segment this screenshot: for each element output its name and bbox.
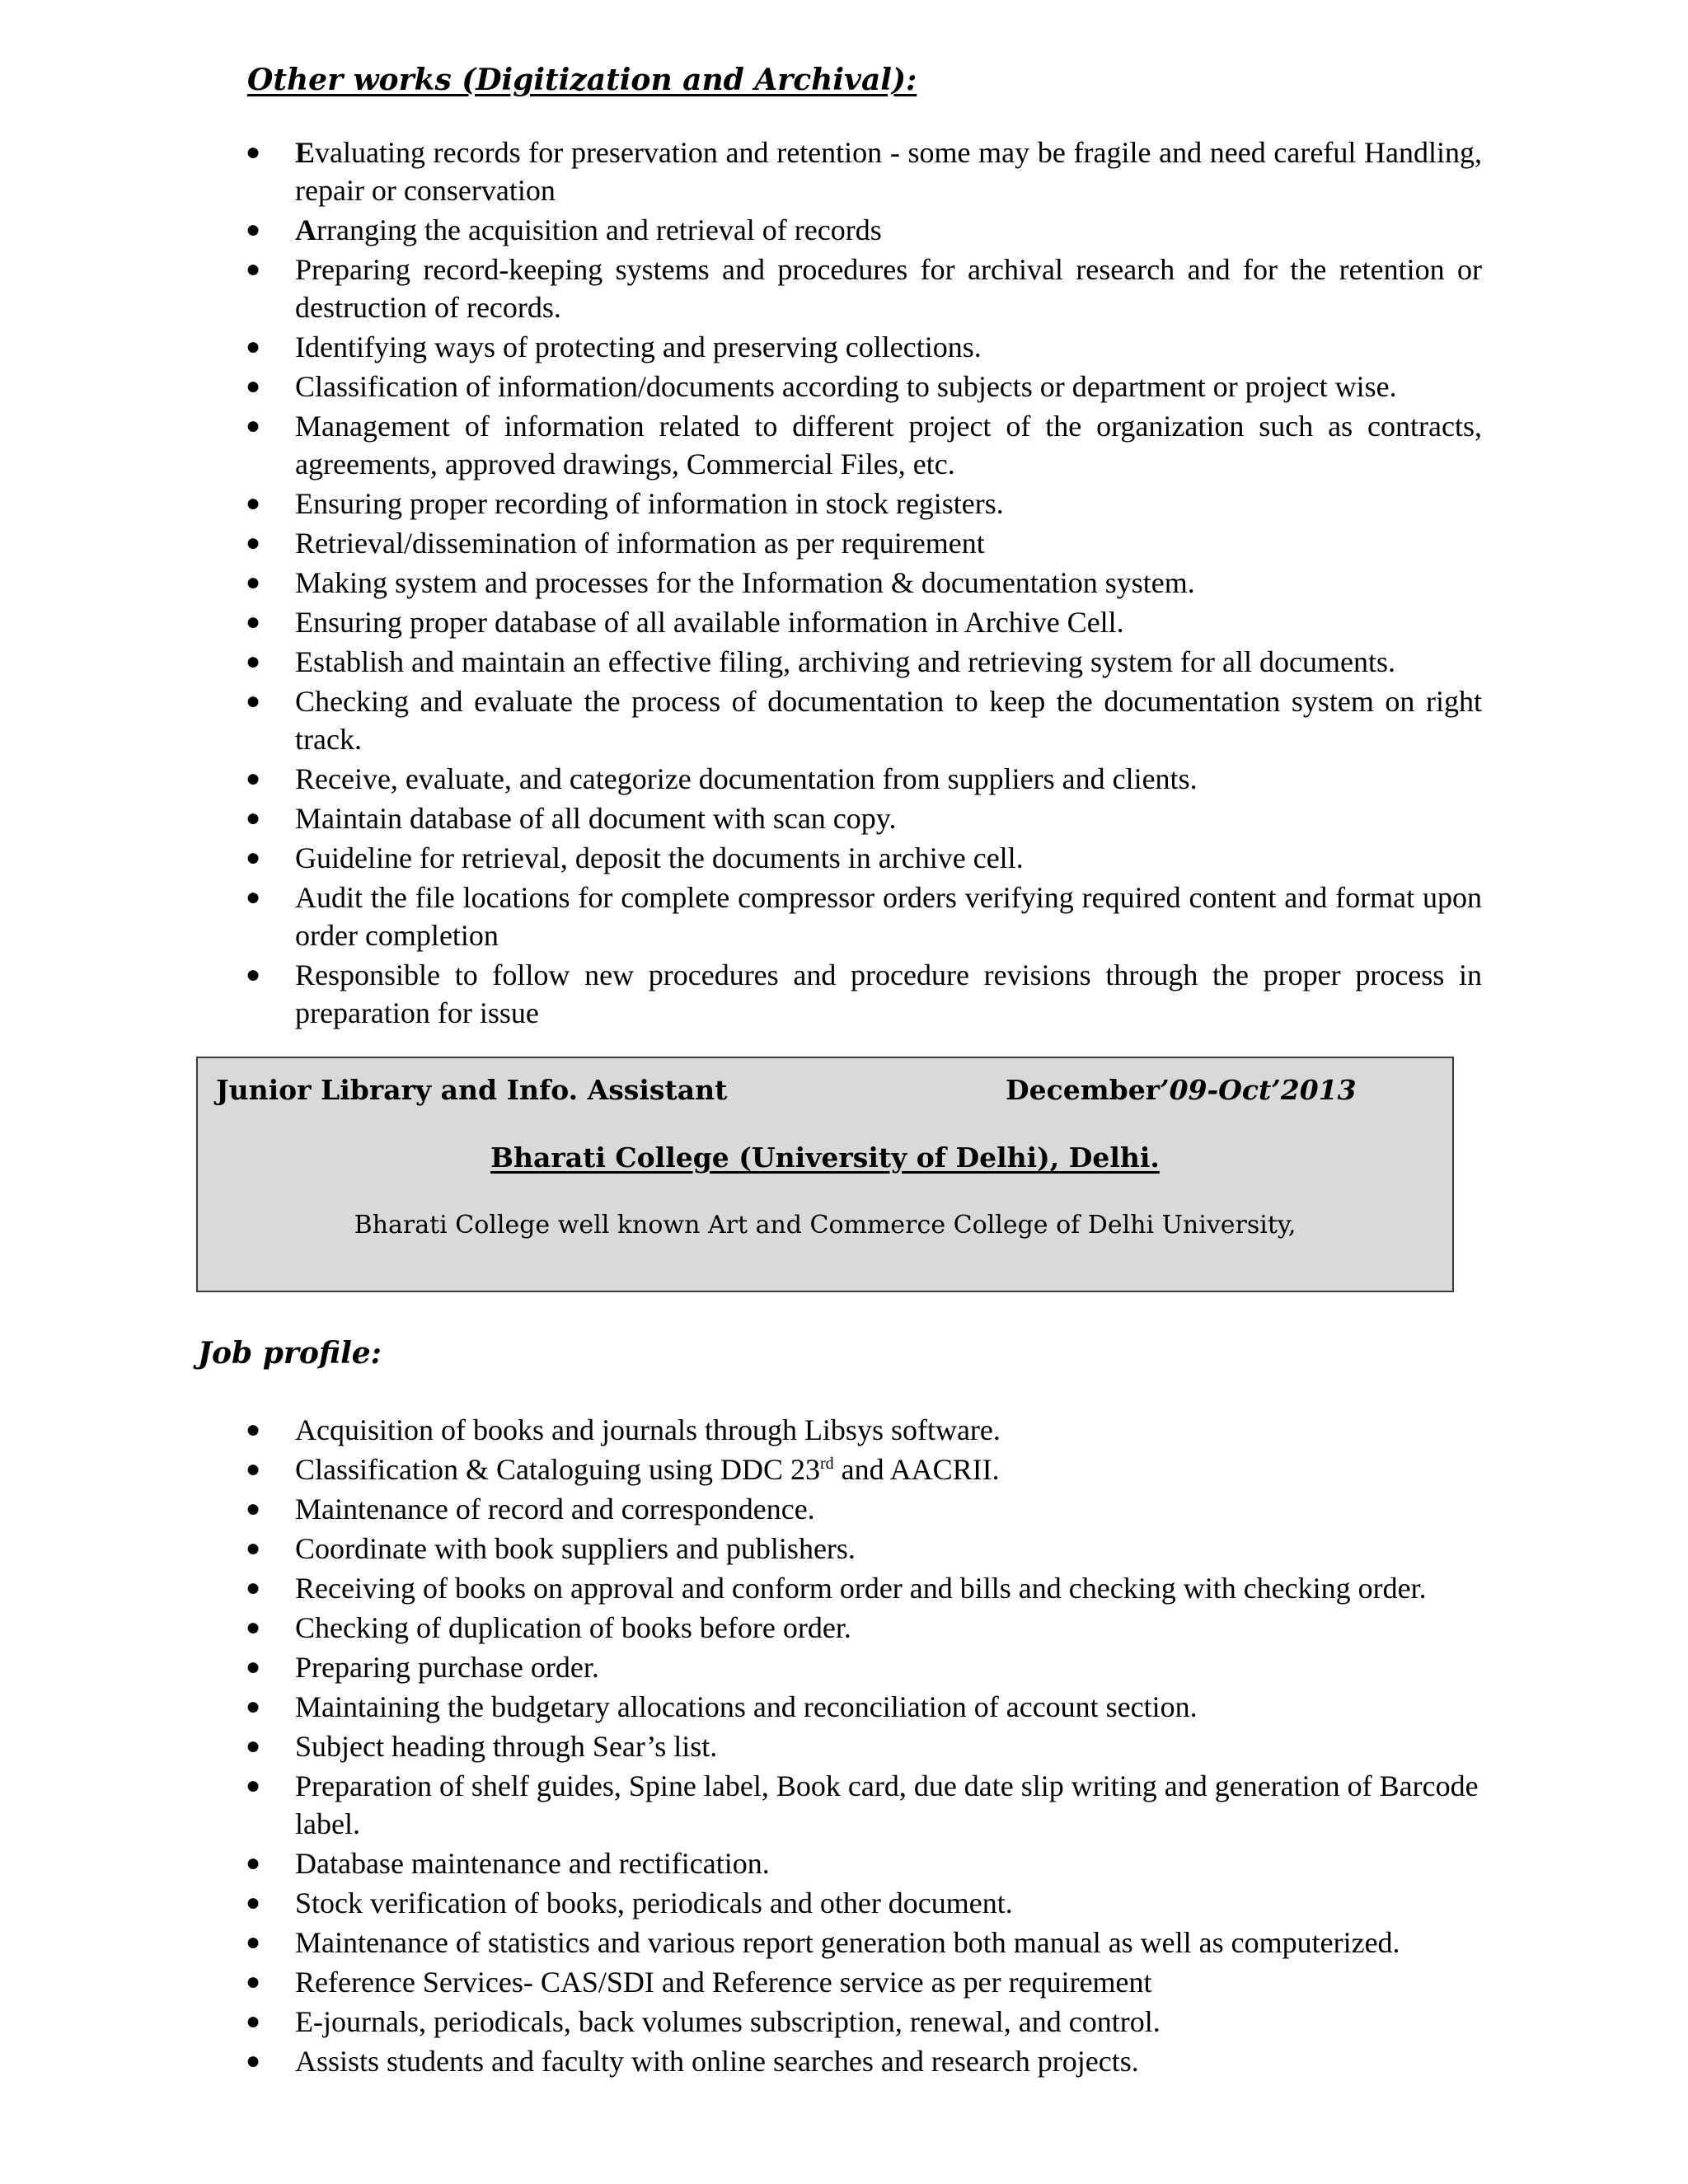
list-item-text: Preparing record-keeping systems and procedures for archival research and for the retention or destruction of records. xyxy=(295,253,1482,324)
job-dates-range: ’09-Oct’2013 xyxy=(1160,1074,1357,1106)
bullet-icon: ● xyxy=(246,648,261,675)
list-item-text: Responsible to follow new procedures and procedure revisions through the proper process in preparation for issue xyxy=(295,958,1482,1029)
list-item-text: Classification & Cataloguing using DDC 23 xyxy=(295,1453,820,1486)
list-item xyxy=(247,485,1482,523)
list-item xyxy=(247,1767,1482,1843)
bullet-icon: ● xyxy=(246,529,261,556)
bullet-icon: ● xyxy=(246,1535,261,1562)
list-item xyxy=(247,1451,1482,1488)
list-item xyxy=(247,368,1482,405)
list-item-text: Ensuring proper recording of information in stock registers. xyxy=(295,487,1004,520)
bullet-icon: ● xyxy=(246,844,261,871)
list-item-text: Making system and processes for the Information & documentation system. xyxy=(295,566,1195,599)
list-item xyxy=(247,2003,1482,2041)
list-item-text: Maintenance of record and correspondence. xyxy=(295,1493,815,1526)
list-item-text: E-journals, periodicals, back volumes subscription, renewal, and control. xyxy=(295,2005,1160,2038)
list-item xyxy=(247,1844,1482,1882)
list-item-superscript: rd xyxy=(819,1455,834,1473)
list-item xyxy=(247,1609,1482,1647)
list-item xyxy=(247,251,1482,326)
list-item-text: Classification of information/documents according to subjects or department or project wise. xyxy=(295,370,1397,403)
bullet-icon: ● xyxy=(246,1653,261,1680)
list-item xyxy=(247,1569,1482,1607)
list-item-text: rranging the acquisition and retrieval of records xyxy=(316,213,882,246)
list-item-text: Management of information related to different project of the organization such as contracts, agreements, approved drawings, Commercial Files, etc. xyxy=(295,410,1482,480)
list-item xyxy=(247,760,1482,798)
job-profile-heading: Job profile: xyxy=(198,1336,382,1371)
bullet-icon: ● xyxy=(246,1772,261,1799)
list-item-text: Checking and evaluate the process of documentation to keep the documentation system on right track. xyxy=(295,685,1482,756)
bullet-icon: ● xyxy=(246,2047,261,2074)
bullet-icon: ● xyxy=(246,1614,261,1641)
bullet-icon: ● xyxy=(246,373,261,400)
list-item xyxy=(247,2042,1482,2080)
list-item-text: Preparing purchase order. xyxy=(295,1651,599,1684)
list-item xyxy=(247,134,1482,209)
list-item xyxy=(247,524,1482,562)
job-dates-month: December xyxy=(1006,1074,1160,1106)
bullet-icon: ● xyxy=(246,1495,261,1522)
bullet-icon: ● xyxy=(246,216,261,243)
job-header-box xyxy=(196,1057,1454,1292)
list-item-text: Identifying ways of protecting and preserving collections. xyxy=(295,330,982,363)
list-item xyxy=(247,1688,1482,1726)
list-item xyxy=(247,643,1482,681)
employer-name: Bharati College (University of Delhi), Delhi. xyxy=(490,1141,1160,1174)
list-item-text: Assists students and faculty with online searches and research projects. xyxy=(295,2045,1139,2078)
list-item xyxy=(247,1924,1482,1961)
list-item-text: Establish and maintain an effective filing, archiving and retrieving system for all documents. xyxy=(295,645,1395,678)
list-item xyxy=(247,956,1482,1032)
list-item-text: Reference Services- CAS/SDI and Reference service as per requirement xyxy=(295,1966,1152,1999)
bullet-icon: ● xyxy=(246,1968,261,1995)
list-item xyxy=(247,1727,1482,1765)
list-item-initial: E xyxy=(295,136,316,169)
list-item xyxy=(247,328,1482,366)
list-item-initial: A xyxy=(295,213,316,246)
bullet-icon: ● xyxy=(246,255,261,283)
list-item xyxy=(247,1884,1482,1922)
bullet-icon: ● xyxy=(246,1889,261,1916)
bullet-icon: ● xyxy=(246,1693,261,1720)
list-item-text: Retrieval/dissemination of information as per requirement xyxy=(295,527,985,560)
list-item xyxy=(247,603,1482,641)
list-item xyxy=(247,1963,1482,2001)
bullet-icon: ● xyxy=(246,333,261,360)
job-profile-list xyxy=(247,1411,1482,2082)
list-item xyxy=(247,682,1482,758)
list-item-text: Maintaining the budgetary allocations and reconciliation of account section. xyxy=(295,1690,1198,1723)
list-item-text: Coordinate with book suppliers and publishers. xyxy=(295,1532,856,1565)
list-item xyxy=(247,799,1482,837)
bullet-icon: ● xyxy=(246,412,261,439)
bullet-icon: ● xyxy=(246,1849,261,1877)
bullet-icon: ● xyxy=(246,490,261,517)
bullet-icon: ● xyxy=(246,1455,261,1483)
list-item xyxy=(247,564,1482,602)
list-item-text: Ensuring proper database of all available information in Archive Cell. xyxy=(295,606,1124,639)
bullet-icon: ● xyxy=(246,1574,261,1601)
bullet-icon: ● xyxy=(246,804,261,832)
job-title: Junior Library and Info. Assistant xyxy=(216,1074,728,1106)
list-item-text: Guideline for retrieval, deposit the documents in archive cell. xyxy=(295,841,1024,874)
bullet-icon: ● xyxy=(246,2008,261,2035)
bullet-icon: ● xyxy=(246,569,261,596)
list-item-text: Checking of duplication of books before order. xyxy=(295,1611,851,1644)
list-item xyxy=(247,1648,1482,1686)
other-works-list xyxy=(247,134,1482,1033)
list-item-text: Maintain database of all document with scan copy. xyxy=(295,802,897,835)
employer-description: Bharati College well known Art and Commerce College of Delhi University, xyxy=(354,1211,1296,1240)
list-item-text: Database maintenance and rectification. xyxy=(295,1847,770,1880)
list-item-text: Audit the file locations for complete compressor orders verifying required content and format upon order completion xyxy=(295,881,1482,952)
bullet-icon: ● xyxy=(246,608,261,635)
list-item-text: valuating records for preservation and retention - some may be fragile and need careful Handling, repair or conservation xyxy=(295,136,1482,207)
list-item xyxy=(247,879,1482,954)
bullet-icon: ● xyxy=(246,138,261,166)
list-item-text: Receiving of books on approval and conform order and bills and checking with checking order. xyxy=(295,1572,1427,1605)
list-item-text: Subject heading through Sear’s list. xyxy=(295,1730,718,1763)
bullet-icon: ● xyxy=(246,1732,261,1760)
list-item-text: Stock verification of books, periodicals and other document. xyxy=(295,1886,1013,1919)
list-item-text: Maintenance of statistics and various report generation both manual as well as computerized. xyxy=(295,1926,1400,1959)
list-item-text: Acquisition of books and journals through Libsys software. xyxy=(295,1413,1001,1446)
bullet-icon: ● xyxy=(246,961,261,988)
list-item-text-after: and AACRII. xyxy=(833,1453,1000,1486)
list-item xyxy=(247,839,1482,877)
list-item xyxy=(247,407,1482,483)
bullet-icon: ● xyxy=(246,1929,261,1956)
list-item xyxy=(247,1411,1482,1449)
bullet-icon: ● xyxy=(246,1416,261,1443)
list-item-text: Receive, evaluate, and categorize documentation from suppliers and clients. xyxy=(295,762,1198,795)
job-dates xyxy=(1006,1073,1357,1108)
list-item xyxy=(247,1490,1482,1528)
list-item-text: Preparation of shelf guides, Spine label, Book card, due date slip writing and generation of Barcode label. xyxy=(295,1769,1479,1840)
bullet-icon: ● xyxy=(246,687,261,715)
bullet-icon: ● xyxy=(246,883,261,911)
list-item xyxy=(247,211,1482,249)
bullet-icon: ● xyxy=(246,765,261,792)
other-works-heading: Other works (Digitization and Archival): xyxy=(247,63,917,97)
list-item xyxy=(247,1530,1482,1568)
